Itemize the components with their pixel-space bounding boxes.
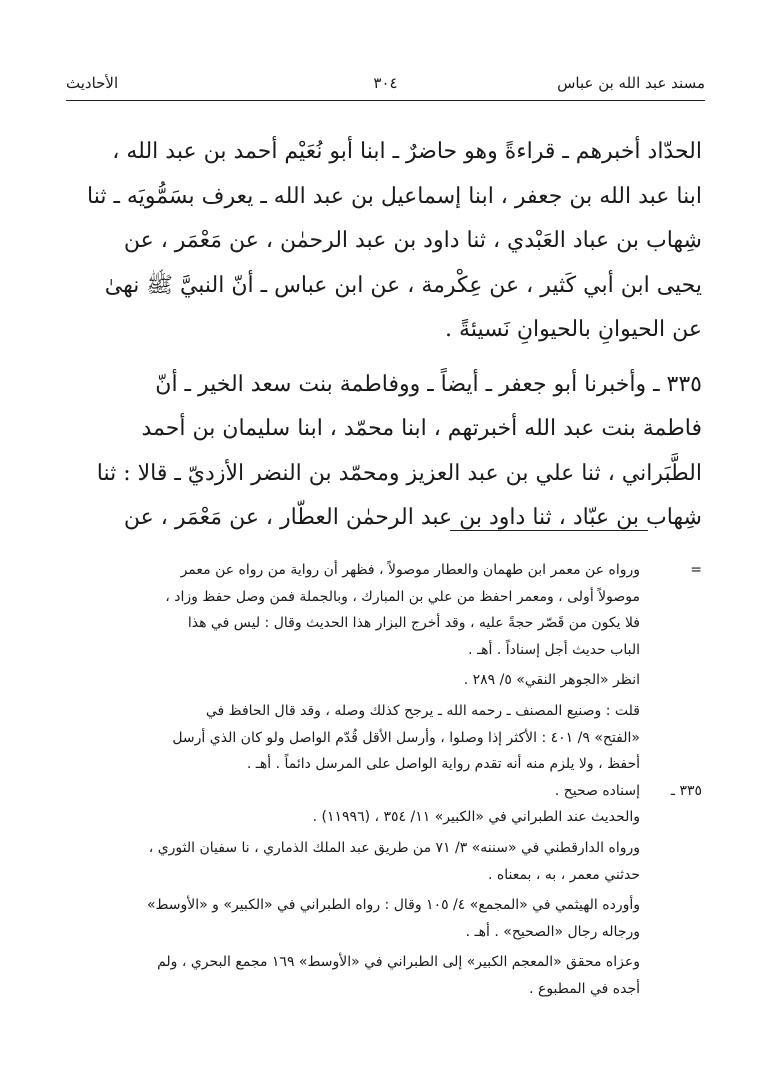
running-title: مسند عبد الله بن عباس [557, 74, 705, 92]
text-line: ابنا عبد الله بن جعفر ، ابنا إسماعيل بن عبد الله ـ يعرف بسَمُّويَه ـ ثنا [87, 183, 702, 209]
footnote-line: وعزاه محقق «المعجم الكبير» إلى الطبراني في «الأوسط» ١٦٩ مجمع البحري ، ولم [157, 954, 640, 971]
text-line: يحيى ابن أبي كَثير ، عن عِكْرمة ، عن ابن عباس ـ أنّ النبيَّ ﷺ نهىٰ [104, 272, 702, 298]
text-line: الطَّبَراني ، ثنا علي بن عبد العزيز ومحمّد بن النضر الأزديّ ـ قالا : ثنا [96, 460, 702, 486]
footnote-line: الباب حديث أجل إسناداً . أهـ . [468, 641, 640, 658]
text-line: ٣٣٥ ـ وأخبرنا أبو جعفر ـ أيضاً ـ ووفاطمة بنت سعد الخير ـ أنّ [155, 371, 702, 397]
footnote-line: «الفتح» ٩/ ٤٠١ : الأكثر إذا وصلوا ، وأرسل الأقل قُدّم الواصل ولو كان الذي أرسل [172, 729, 640, 746]
footnote-marker: ٣٣٥ ـ [670, 782, 702, 799]
footnote-line: أجده في المطبوع . [529, 980, 640, 997]
footnote-separator [450, 530, 648, 531]
text-line: شِهاب بن عباد العَبْدي ، ثنا داود بن عبد الرحمٰن ، عن مَعْمَر ، عن [123, 228, 702, 253]
footnote-line: قلت : وصنيع المصنف ـ رحمه الله ـ يرجح كذلك وصله ، وقد قال الحافظ في [205, 702, 640, 719]
footnote-line: أحفظ ، ولا يلزم منه أنه تقدم رواية الواصل على المرسل دائماً . أهـ . [246, 756, 640, 773]
main-text [64, 130, 702, 541]
page-header [66, 72, 705, 101]
footnote-line: ورواه الدارقطني في «سننه» ٣/ ٧١ من طريق عبد الملك الذماري ، نا سفيان الثوري ، [148, 839, 640, 856]
footnote-continuation [64, 557, 702, 778]
footnote-line: موصولاً أولى ، ومعمر احفظ من علي بن المبارك ، وبالجملة فمن وصل حفظ وزاد ، [165, 588, 640, 605]
text-line: شِهاب بن عبّاد ، ثنا داود بن عبد الرحمٰن العطّار ، عن مَعْمَر ، عن [123, 505, 702, 530]
section-title: الأحاديث [66, 74, 119, 92]
footnote-line: ورجاله رجال «الصحيح» . أهـ . [465, 923, 640, 940]
footnote-line: فلا يكون من قَصّر حجةً عليه ، وقد أخرج البزار هذا الحديث وقال : ليس في هذا [187, 615, 640, 632]
footnote-line: إسناده صحيح . [554, 782, 640, 799]
footnote-marker: = [690, 562, 702, 578]
footnote-line: حدثني معمر ، به ، بمعناه . [487, 866, 640, 883]
footnote-line: وأورده الهيثمي في «المجمع» ٤/ ١٠٥ وقال : رواه الطبراني في «الكبير» و «الأوسط» [146, 897, 640, 914]
footnote-335 [64, 778, 702, 1003]
text-line: الحدّاد أخبرهم ـ قراءةً وهو حاضرٌ ـ ابنا أبو نُعَيْم أحمد بن عبد الله ، [112, 139, 702, 164]
footnote-line: انظر «الجوهر النقي» ٥/ ٢٨٩ . [463, 672, 640, 689]
page-number: ٣٠٤ [373, 74, 398, 92]
footnote-line: ورواه عن معمر ابن طهمان والعطار موصولاً ، فظهر أن رواية من رواه عن معمر [180, 562, 640, 578]
footnotes [64, 557, 702, 1003]
footnote-line: والحديث عند الطبراني في «الكبير» ١١/ ٣٥٤ ، (١١٩٩٦) . [312, 809, 640, 826]
text-line: فاطمة بنت عبد الله أخبرتهم ، ابنا محمّد ، ابنا سليمان بن أحمد [141, 416, 702, 441]
text-line: عن الحيوانِ بالحيوانِ نَسيئةً . [445, 317, 702, 342]
